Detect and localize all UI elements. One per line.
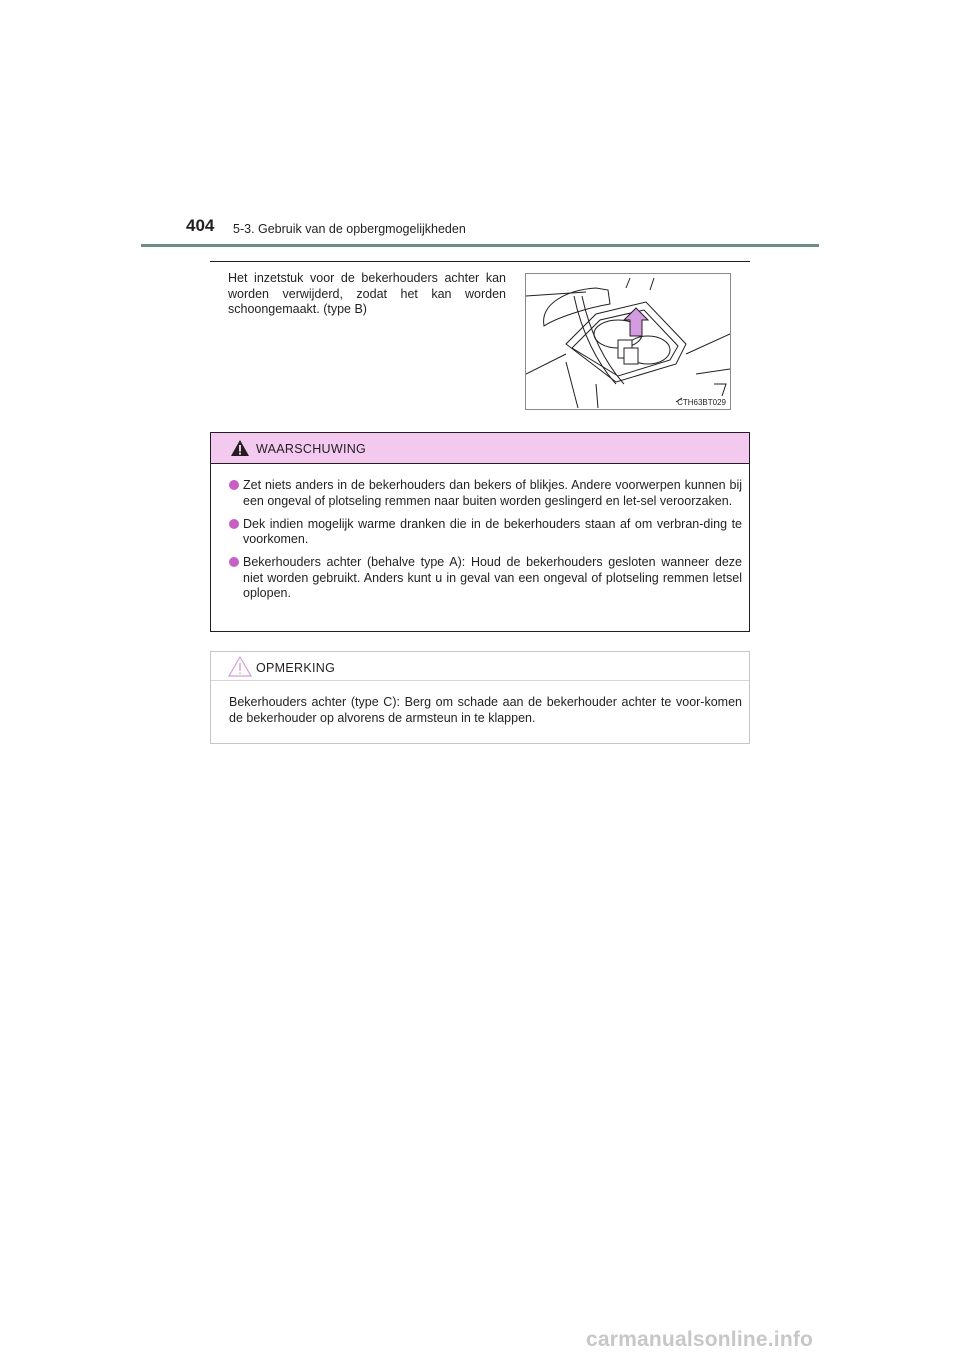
warning-header — [211, 433, 749, 464]
bullet-icon — [229, 519, 239, 529]
figure-code: CTH63BT029 — [677, 398, 726, 407]
notice-triangle-icon — [228, 656, 252, 677]
bullet-icon — [229, 557, 239, 567]
warning-title: WAARSCHUWING — [256, 442, 367, 456]
bullet-icon — [229, 480, 239, 490]
page-number: 404 — [186, 216, 215, 235]
warning-list — [229, 478, 742, 609]
watermark: carmanualsonline.info — [586, 1328, 814, 1351]
warning-item: Zet niets anders in de bekerhouders dan bekers of blikjes. Andere voorwerpen kunnen bij een ongeval of plotseling remmen naar buiten worden geslingerd en let-sel veroorzaken. — [229, 478, 742, 509]
header-rule — [141, 244, 819, 247]
section-title: 5-3. Gebruik van de opbergmogelijkheden — [233, 222, 466, 236]
warning-triangle-icon — [230, 439, 250, 457]
body-rule — [210, 261, 750, 262]
cup-holder-illustration — [525, 273, 731, 410]
notice-text: Bekerhouders achter (type C): Berg om schade aan de bekerhouder achter te voor-komen de bekerhouder op alvorens de armsteun in te klappen. — [229, 695, 742, 725]
notice-title: OPMERKING — [256, 661, 336, 675]
intro-paragraph: Het inzetstuk voor de bekerhouders achter kan worden verwijderd, zodat het kan worden schoongemaakt. (type B) — [228, 271, 506, 316]
notice-header — [211, 652, 749, 681]
notice-box — [210, 651, 750, 744]
warning-item: Bekerhouders achter (behalve type A): Houd de bekerhouders gesloten wanneer deze niet worden gebruikt. Anders kunt u in geval van een ongeval of plotseling remmen letsel oplopen. — [229, 555, 742, 602]
lift-arrow-icon — [624, 308, 648, 336]
warning-item: Dek indien mogelijk warme dranken die in de bekerhouders staan af om verbran-ding te voorkomen. — [229, 517, 742, 548]
warning-box — [210, 432, 750, 632]
cup-holder-drawing — [526, 274, 730, 409]
